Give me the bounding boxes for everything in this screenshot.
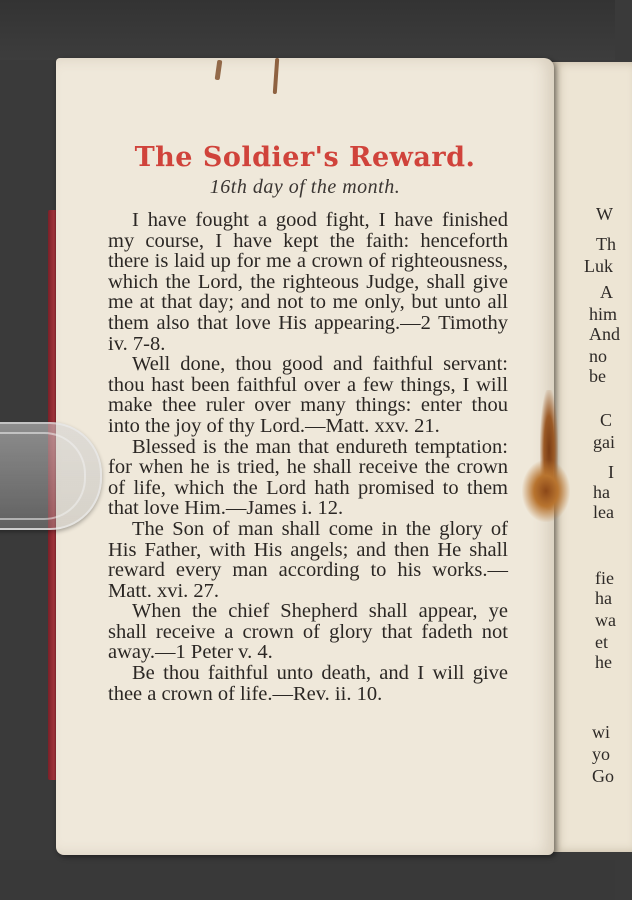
- page-title: The Soldier's Reward.: [134, 142, 476, 173]
- passage-james: Blessed is the man that endureth temptation: for when he is tried, he shall receive the crown of life, which the Lord hath promised to them that love Him.—James i. 12.: [108, 435, 508, 520]
- background-cloth: [0, 0, 615, 60]
- facing-fragment: be: [589, 366, 606, 386]
- facing-fragment: yo: [592, 744, 610, 764]
- scripture-text: [108, 210, 508, 704]
- facing-fragment: he: [595, 652, 612, 672]
- facing-fragment: W: [596, 204, 613, 224]
- facing-fragment: ha: [593, 482, 610, 502]
- facing-fragment: A: [600, 282, 613, 302]
- facing-fragment: fie: [595, 568, 614, 588]
- facing-page: [552, 62, 632, 852]
- rust-stain: [522, 460, 570, 522]
- book-page: [56, 58, 554, 855]
- facing-fragment: Go: [592, 766, 614, 786]
- page-stain: [273, 58, 280, 94]
- facing-fragment: C: [600, 410, 613, 430]
- passage-matthew-16: The Son of man shall come in the glory of His Father, with His angels; and then He shall reward every man according to his works.—Matt. xvi. 27.: [108, 517, 508, 602]
- page-subtitle: 16th day of the month.: [209, 176, 401, 198]
- facing-fragment: him: [589, 304, 618, 324]
- facing-fragment: wi: [592, 722, 610, 742]
- passage-timothy: I have fought a good fight, I have finished my course, I have kept the faith: henceforth there is laid up for me a crown of righteousness, which the Lord, the righteous Judge, shall give me at that day; and not to me only, but unto all them also that love His appearing.—2 Timothy iv. 7-8.: [108, 209, 508, 355]
- passage-revelation: Be thou faithful unto death, and I will give thee a crown of life.—Rev. ii. 10.: [108, 662, 508, 705]
- facing-fragment: I: [608, 462, 614, 482]
- facing-fragment: ha: [595, 588, 612, 608]
- facing-fragment: wa: [595, 610, 616, 630]
- facing-fragment: lea: [593, 502, 614, 522]
- facing-fragment: et: [595, 632, 608, 652]
- paper-clip: [0, 422, 102, 530]
- page-stain: [215, 60, 223, 81]
- facing-fragment: no: [589, 346, 607, 366]
- facing-fragment: And: [589, 324, 620, 344]
- background-cloth-bottom: [0, 860, 615, 900]
- passage-peter: When the chief Shepherd shall appear, ye shall receive a crown of glory that fadeth not away.—1 Peter v. 4.: [108, 600, 508, 664]
- facing-fragment: Th: [596, 234, 616, 254]
- passage-matthew-25: Well done, thou good and faithful servant: thou hast been faithful over a few things, I will make thee ruler over many things: enter thou into the joy of thy Lord.—Matt. xxv. 21.: [108, 353, 508, 437]
- facing-fragment: gai: [593, 432, 615, 452]
- paper-clip-inner: [0, 432, 86, 520]
- facing-fragment: Luk: [584, 256, 613, 276]
